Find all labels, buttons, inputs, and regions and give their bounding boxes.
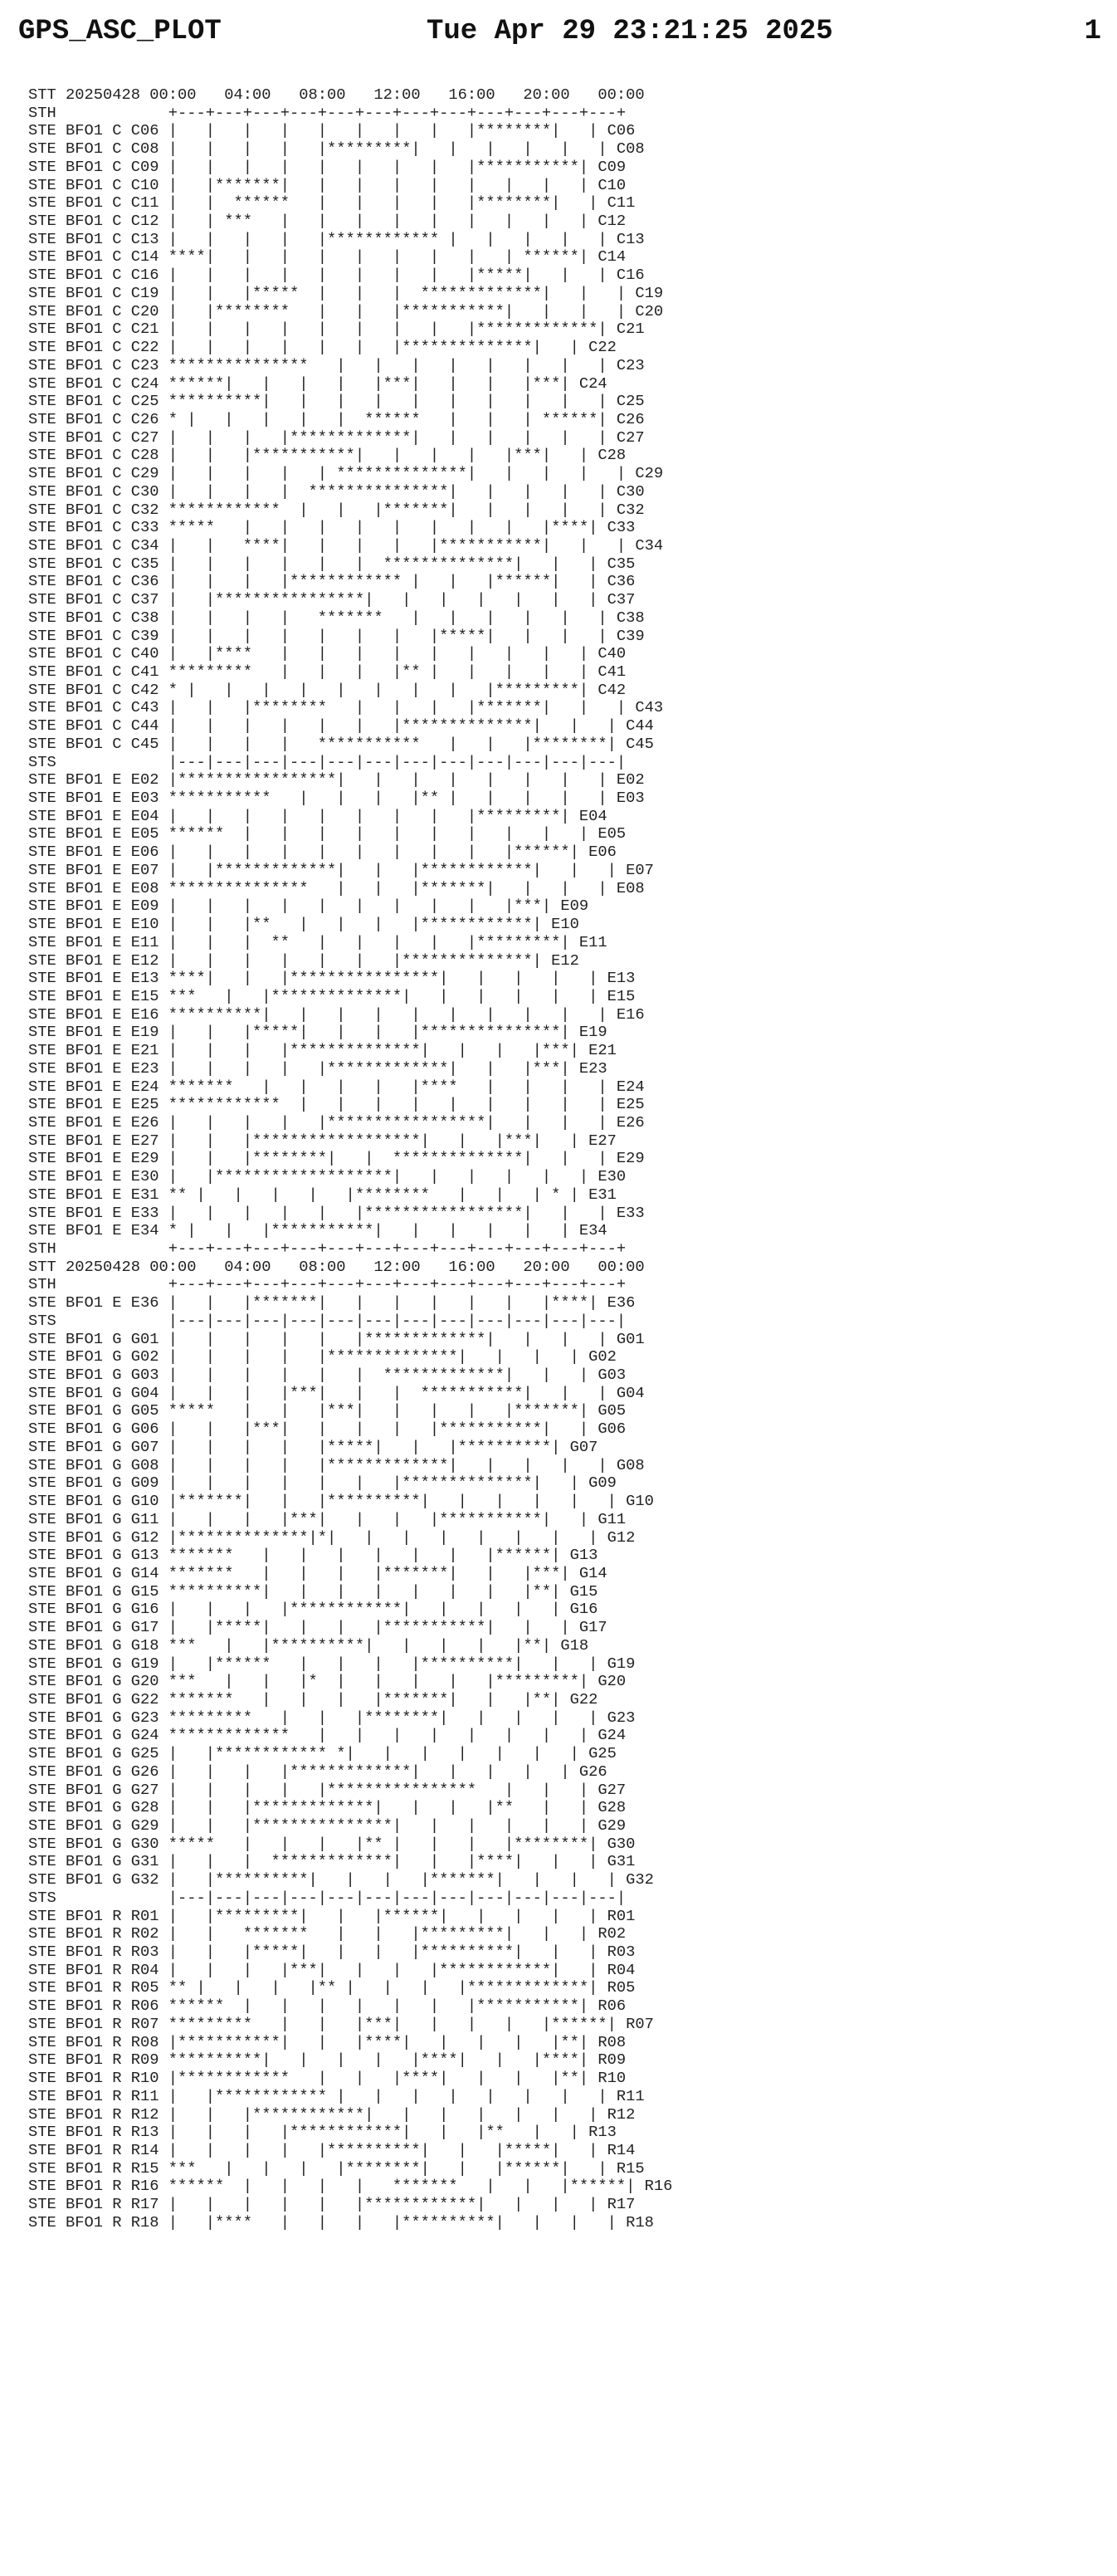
satellite-row: STE BFO1 C C34 | | ****| | | | |***********| | | C34 bbox=[28, 536, 664, 555]
satellite-row: STE BFO1 G G24 ************* | | | | | | | | G24 bbox=[28, 1727, 627, 1745]
satellite-row: STE BFO1 G G19 | |****** | | | |**********| | | G19 bbox=[28, 1655, 636, 1673]
satellite-row: STE BFO1 R R12 | | |************| | | | | | | R12 bbox=[28, 2105, 636, 2124]
satellite-row: STE BFO1 C C11 | | ****** | | | | |********| | C11 bbox=[28, 194, 636, 213]
satellite-row: STE BFO1 E E11 | | | ** | | | | |*********| E11 bbox=[28, 933, 607, 951]
satellite-row: STE BFO1 C C28 | | |***********| | | | |***| | C28 bbox=[28, 447, 627, 465]
satellite-row: STE BFO1 E E12 | | | | | | |**************| E12 bbox=[28, 951, 579, 970]
satellite-row: STE BFO1 C C44 | | | | | | |**************| | | C44 bbox=[28, 717, 654, 736]
satellite-row: STE BFO1 R R17 | | | | | |************| | | | R17 bbox=[28, 2196, 636, 2214]
satellite-row: STE BFO1 G G06 | | |***| | | | |***********| | G06 bbox=[28, 1420, 627, 1439]
satellite-row: STE BFO1 C C39 | | | | | | | |*****| | | | C39 bbox=[28, 627, 645, 645]
satellite-row: STE BFO1 C C25 **********| | | | | | | | | | C25 bbox=[28, 393, 645, 411]
report-datetime: Tue Apr 29 23:21:25 2025 bbox=[427, 16, 833, 47]
satellite-row: STE BFO1 C C32 ************ | | |*******| | | | | C32 bbox=[28, 501, 645, 519]
satellite-row: STE BFO1 C C21 | | | | | | | | |*************| C21 bbox=[28, 320, 645, 339]
satellite-row: STE BFO1 G G18 *** | |**********| | | | |**| G18 bbox=[28, 1636, 589, 1655]
satellite-row: STE BFO1 C C19 | | |***** | | | *************| | | C19 bbox=[28, 284, 664, 302]
satellite-row: STE BFO1 E E36 | | |*******| | | | | | |****| E36 bbox=[28, 1294, 636, 1312]
satellite-row: STE BFO1 G G11 | | | |***| | | |***********| | G11 bbox=[28, 1510, 627, 1528]
satellite-row: STE BFO1 E E25 ************ | | | | | | | | | E25 bbox=[28, 1096, 645, 1114]
satellite-row: STE BFO1 R R14 | | | | |**********| | |*****| | R14 bbox=[28, 2141, 636, 2159]
satellite-row: STE BFO1 G G07 | | | | |*****| | |**********| G07 bbox=[28, 1438, 598, 1456]
satellite-row: STE BFO1 G G23 ********* | | |********| | | | | G23 bbox=[28, 1708, 636, 1727]
satellite-row: STE BFO1 E E13 ****| | |****************| | | | | E13 bbox=[28, 970, 636, 988]
satellite-row: STE BFO1 C C14 ****| | | | | | | | | ******| C14 bbox=[28, 248, 627, 266]
satellite-row: STE BFO1 C C27 | | | |*************| | | | | | C27 bbox=[28, 428, 645, 447]
satellite-row: STE BFO1 C C43 | | |******** | | | |*******| | | C43 bbox=[28, 699, 664, 717]
satellite-row: STE BFO1 C C10 | |*******| | | | | | | | | C10 bbox=[28, 176, 627, 194]
satellite-row: STE BFO1 G G15 **********| | | | | | | |**| G15 bbox=[28, 1582, 598, 1601]
satellite-row: STE BFO1 C C09 | | | | | | | | |***********| C09 bbox=[28, 158, 627, 176]
satellite-row: STE BFO1 G G05 ***** | | |***| | | | |*******| G05 bbox=[28, 1402, 627, 1420]
satellite-row: STE BFO1 E E06 | | | | | | | | | |******| E06 bbox=[28, 843, 617, 862]
satellite-row: STE BFO1 R R01 | |*********| | |******| | | | | R01 bbox=[28, 1907, 636, 1925]
satellite-row: STE BFO1 E E07 | |*************| | |************| | | E07 bbox=[28, 861, 654, 879]
satellite-row: STE BFO1 E E23 | | | | |*************| | |***| E23 bbox=[28, 1059, 607, 1078]
satellite-row: STE BFO1 R R13 | | | |************| | |** | | R13 bbox=[28, 2124, 617, 2142]
ascii-plot bbox=[28, 86, 1107, 2232]
satellite-row: STE BFO1 C C45 | | | | *********** | | |********| C45 bbox=[28, 735, 654, 753]
grid-separator-dash: STS |---|---|---|---|---|---|---|---|---|---|---|---| bbox=[28, 753, 627, 771]
satellite-row: STE BFO1 C C35 | | | | | | **************| | | C35 bbox=[28, 555, 636, 573]
satellite-row: STE BFO1 E E15 *** | |**************| | | | | | E15 bbox=[28, 987, 636, 1005]
satellite-row: STE BFO1 G G17 | |*****| | | |***********| | | G17 bbox=[28, 1619, 607, 1637]
satellite-row: STE BFO1 G G31 | | | *************| | |****| | | G31 bbox=[28, 1853, 636, 1871]
grid-separator-plus: STH +---+---+---+---+---+---+---+---+---+---+---+---+ bbox=[28, 104, 627, 122]
satellite-row: STE BFO1 G G28 | | |*************| | | |** | | G28 bbox=[28, 1799, 627, 1817]
satellite-row: STE BFO1 C C20 | |******** | | |***********| | | | C20 bbox=[28, 302, 664, 320]
satellite-row: STE BFO1 C C22 | | | | | | |**************| | C22 bbox=[28, 339, 617, 357]
satellite-row: STE BFO1 E E03 *********** | | | |** | | | | | E03 bbox=[28, 789, 645, 808]
grid-separator-dash: STS |---|---|---|---|---|---|---|---|---|---|---|---| bbox=[28, 1312, 627, 1330]
satellite-row: STE BFO1 G G30 ***** | | | |** | | | |********| G30 bbox=[28, 1835, 636, 1853]
satellite-row: STE BFO1 G G25 | |************ *| | | | | | | G25 bbox=[28, 1745, 617, 1763]
page-number: 1 bbox=[1084, 16, 1101, 47]
satellite-row: STE BFO1 R R10 |************ | | |****| | | |**| R10 bbox=[28, 2070, 627, 2088]
satellite-row: STE BFO1 R R07 ********* | | |***| | | | |******| R07 bbox=[28, 2015, 654, 2033]
satellite-row: STE BFO1 G G20 *** | | |* | | | | |*********| G20 bbox=[28, 1673, 627, 1691]
satellite-row: STE BFO1 E E24 ******* | | | | |**** | | | | E24 bbox=[28, 1078, 645, 1096]
satellite-row: STE BFO1 G G27 | | | | |**************** | | | G27 bbox=[28, 1781, 627, 1799]
satellite-row: STE BFO1 G G04 | | | |***| | | ***********| | | G04 bbox=[28, 1384, 645, 1402]
satellite-row: STE BFO1 C C16 | | | | | | | | |*****| | | C16 bbox=[28, 266, 645, 285]
satellite-row: STE BFO1 C C42 * | | | | | | | | |*********| C42 bbox=[28, 681, 627, 699]
satellite-row: STE BFO1 G G32 | |**********| | | |*******| | | | G32 bbox=[28, 1871, 654, 1889]
satellite-row: STE BFO1 G G13 ******* | | | | | | |******| G13 bbox=[28, 1547, 598, 1565]
grid-separator-plus: STH +---+---+---+---+---+---+---+---+---+---+---+---+ bbox=[28, 1240, 627, 1258]
grid-separator-plus: STH +---+---+---+---+---+---+---+---+---+---+---+---+ bbox=[28, 1276, 627, 1294]
satellite-row: STE BFO1 R R08 |***********| | |****| | | | |**| R08 bbox=[28, 2033, 627, 2051]
satellite-row: STE BFO1 C C24 ******| | | | |***| | | |***| C24 bbox=[28, 374, 607, 393]
satellite-row: STE BFO1 G G09 | | | | | | |**************| | G09 bbox=[28, 1474, 617, 1493]
satellite-row: STE BFO1 C C29 | | | | | **************| | | | | C29 bbox=[28, 465, 664, 483]
satellite-row: STE BFO1 C C40 | |**** | | | | | | | | | C40 bbox=[28, 645, 627, 663]
satellite-row: STE BFO1 R R16 ****** | | | | ******* | | |******| R16 bbox=[28, 2178, 673, 2196]
satellite-row: STE BFO1 R R09 **********| | | | |****| | |****| R09 bbox=[28, 2051, 627, 2070]
satellite-row: STE BFO1 R R06 ****** | | | | | | |***********| R06 bbox=[28, 1997, 627, 2016]
satellite-row: STE BFO1 E E29 | | |********| | **************| | | E29 bbox=[28, 1150, 645, 1168]
satellite-row: STE BFO1 R R04 | | | |***| | | |************| | R04 bbox=[28, 1961, 636, 1979]
satellite-row: STE BFO1 E E08 *************** | | |*******| | | | E08 bbox=[28, 879, 645, 897]
satellite-row: STE BFO1 E E27 | | |******************| | |***| | E27 bbox=[28, 1132, 617, 1150]
satellite-row: STE BFO1 E E34 * | | |***********| | | | | | E34 bbox=[28, 1222, 607, 1240]
report-title: GPS_ASC_PLOT bbox=[18, 16, 222, 47]
satellite-row: STE BFO1 E E05 ****** | | | | | | | | | | E05 bbox=[28, 825, 627, 843]
time-axis-header: STT 20250428 00:00 04:00 08:00 12:00 16:00 20:00 00:00 bbox=[28, 1258, 645, 1276]
satellite-row: STE BFO1 C C41 ********* | | | |** | | | | | C41 bbox=[28, 663, 627, 681]
satellite-row: STE BFO1 C C30 | | | | ***************| | | | | C30 bbox=[28, 482, 645, 501]
satellite-row: STE BFO1 C C13 | | | | |************ | | | | | C13 bbox=[28, 230, 645, 248]
satellite-row: STE BFO1 C C06 | | | | | | | | |********| | C06 bbox=[28, 122, 636, 140]
satellite-row: STE BFO1 C C38 | | | | ******* | | | | | | C38 bbox=[28, 609, 645, 627]
satellite-row: STE BFO1 E E33 | | | | | |*****************| | | E33 bbox=[28, 1204, 645, 1222]
satellite-row: STE BFO1 C C36 | | | |************ | | |******| | C36 bbox=[28, 573, 636, 591]
satellite-row: STE BFO1 E E30 | |*******************| | | | | | E30 bbox=[28, 1168, 627, 1186]
satellite-row: STE BFO1 C C37 | |****************| | | | | | | C37 bbox=[28, 591, 636, 609]
satellite-row: STE BFO1 R R05 ** | | | |** | | | |*************| R05 bbox=[28, 1979, 636, 1997]
satellite-row: STE BFO1 G G10 |*******| | |**********| | | | | | G10 bbox=[28, 1493, 654, 1511]
time-axis-header: STT 20250428 00:00 04:00 08:00 12:00 16:00 20:00 00:00 bbox=[28, 86, 645, 104]
satellite-row: STE BFO1 E E31 ** | | | | |******** | | | * | E31 bbox=[28, 1185, 617, 1204]
satellite-row: STE BFO1 C C23 *************** | | | | | | | | C23 bbox=[28, 356, 645, 374]
satellite-row: STE BFO1 G G14 ******* | | | |*******| | |***| G14 bbox=[28, 1564, 607, 1582]
satellite-row: STE BFO1 E E16 **********| | | | | | | | | | E16 bbox=[28, 1005, 645, 1024]
satellite-row: STE BFO1 G G02 | | | | |**************| | | | G02 bbox=[28, 1348, 617, 1366]
satellite-row: STE BFO1 R R02 | | ******* | | |*********| | | R02 bbox=[28, 1925, 627, 1943]
satellite-row: STE BFO1 G G16 | | | |************| | | | | G16 bbox=[28, 1601, 598, 1619]
report-header bbox=[18, 13, 1101, 50]
satellite-row: STE BFO1 G G01 | | | | | |*************| | | | G01 bbox=[28, 1330, 645, 1348]
satellite-row: STE BFO1 C C08 | | | | |*********| | | | | | C08 bbox=[28, 140, 645, 159]
satellite-row: STE BFO1 C C12 | | *** | | | | | | | | | C12 bbox=[28, 213, 627, 231]
satellite-row: STE BFO1 R R18 | |**** | | | |**********| | | | R18 bbox=[28, 2213, 654, 2231]
satellite-row: STE BFO1 E E02 |*****************| | | | | | | | E02 bbox=[28, 771, 645, 789]
satellite-row: STE BFO1 G G22 ******* | | | |*******| | |**| G22 bbox=[28, 1690, 598, 1708]
satellite-row: STE BFO1 E E10 | | |** | | | |************| E10 bbox=[28, 916, 579, 934]
grid-separator-dash: STS |---|---|---|---|---|---|---|---|---|---|---|---| bbox=[28, 1889, 627, 1907]
satellite-row: STE BFO1 R R15 *** | | | |********| | |******| | R15 bbox=[28, 2159, 645, 2178]
satellite-row: STE BFO1 G G12 |**************|*| | | | | | | | G12 bbox=[28, 1528, 636, 1547]
satellite-row: STE BFO1 E E09 | | | | | | | | | |***| E09 bbox=[28, 897, 589, 916]
satellite-row: STE BFO1 G G03 | | | | | | *************| | | G03 bbox=[28, 1366, 627, 1385]
satellite-row: STE BFO1 E E04 | | | | | | | | |*********| E04 bbox=[28, 807, 607, 825]
satellite-row: STE BFO1 E E21 | | | |**************| | | |***| E21 bbox=[28, 1042, 617, 1060]
satellite-row: STE BFO1 G G29 | | |***************| | | | | | G29 bbox=[28, 1817, 627, 1835]
satellite-row: STE BFO1 G G26 | | | |*************| | | | | G26 bbox=[28, 1762, 607, 1781]
satellite-row: STE BFO1 R R11 | |************ | | | | | | | | R11 bbox=[28, 2087, 645, 2105]
satellite-row: STE BFO1 G G08 | | | | |*************| | | | | G08 bbox=[28, 1456, 645, 1474]
satellite-row: STE BFO1 R R03 | | |*****| | | |**********| | | R03 bbox=[28, 1943, 636, 1962]
satellite-row: STE BFO1 C C33 ***** | | | | | | | | |****| C33 bbox=[28, 519, 636, 537]
satellite-row: STE BFO1 E E26 | | | | |*****************| | | | E26 bbox=[28, 1113, 645, 1132]
satellite-row: STE BFO1 C C26 * | | | | | ****** | | | ******| C26 bbox=[28, 410, 645, 428]
satellite-row: STE BFO1 E E19 | | |*****| | | |***************| E19 bbox=[28, 1024, 607, 1042]
